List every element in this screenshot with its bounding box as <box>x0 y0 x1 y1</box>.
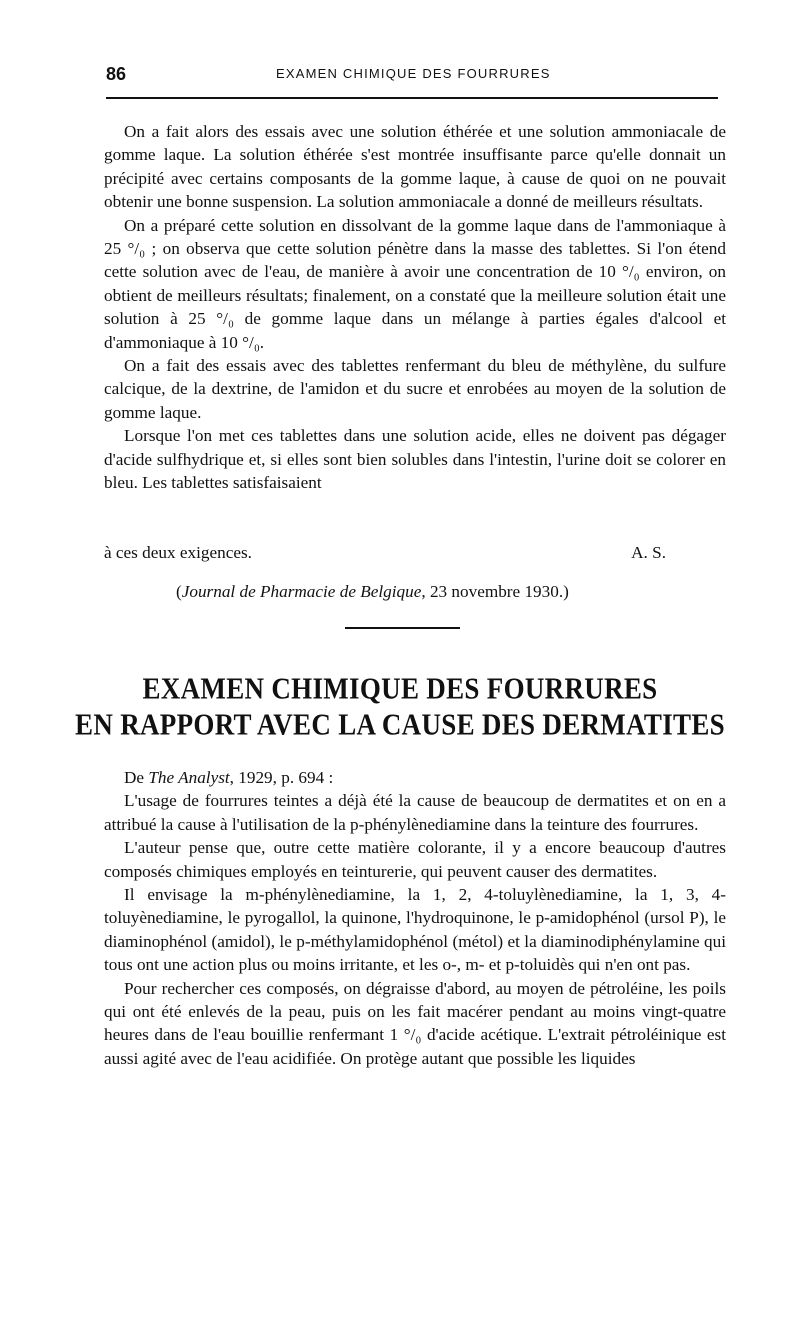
closing-text: à ces deux exigences. <box>104 543 252 562</box>
source-journal: The Analyst <box>148 768 230 787</box>
header-rule <box>106 97 718 99</box>
citation-close-paren: ) <box>563 582 569 601</box>
paragraph: L'auteur pense que, outre cette matière colorante, il y a encore beaucoup d'autres composés chimiques employés en teinturerie, qui peuvent causer des dermatites. <box>104 838 726 881</box>
section-separator <box>345 627 460 629</box>
article-title-line-2: EN RAPPORT AVEC LA CAUSE DES DERMATITES <box>75 707 725 742</box>
citation-journal: Journal de Pharmacie de Belgique <box>181 582 422 601</box>
citation-date: , 23 novembre 1930. <box>421 582 564 601</box>
running-head: EXAMEN CHIMIQUE DES FOURRURES <box>276 66 551 81</box>
second-article-body <box>104 766 726 1070</box>
citation-open-paren: ( <box>176 582 182 601</box>
paragraph: L'usage de fourrures teintes a déjà été la cause de beaucoup de dermatites et on en a attribué la cause à l'utilisation de la p-phénylènediamine dans la teinture des fourrures. <box>104 791 726 834</box>
paragraph: Lorsque l'on met ces tablettes dans une solution acide, elles ne doivent pas dégager d'acide sulfhydrique et, si elles sont bien solubles dans l'intestin, l'urine doit se colorer en bleu. Les tablettes satisfaisaient <box>104 426 726 493</box>
first-article-body <box>104 120 726 495</box>
paragraph: Pour rechercher ces composés, on dégraisse d'abord, au moyen de pétroléine, les poils qui ont été enlevés de la peau, puis on les fait macérer pendant au moins vingt-quatre heures dans de l'eau bouillie renfermant 1 °/₀ d'acide acétique. L'extrait pétroléinique est aussi agité avec de l'eau acidifiée. On protège autant que possible les liquides <box>104 978 726 1068</box>
article-title-line-1: EXAMEN CHIMIQUE DES FOURRURES <box>142 671 658 706</box>
source-citation <box>176 582 569 602</box>
paragraph: On a fait alors des essais avec une solution éthérée et une solution ammoniacale de gomme laque. La solution éthérée s'est montrée insuffisante parce qu'elle donnait un précipité avec certains composants de la gomme laque, à cause de quoi on ne pouvait obtenir une bonne suspension. La solution ammoniacale a donné de meilleurs résultats. <box>104 122 726 212</box>
page-number: 86 <box>106 64 127 84</box>
paragraph: On a fait des essais avec des tablettes renfermant du bleu de méthylène, du sulfure calcique, de la dextrine, de l'amidon et du sucre et enrobées au moyen de la solution de gomme laque. <box>104 356 726 422</box>
source-reference <box>104 766 726 789</box>
source-prefix: De <box>124 768 149 787</box>
source-details: , 1929, p. 694 : <box>229 768 334 787</box>
author-initials: A. S. <box>631 543 666 562</box>
paragraph: Il envisage la m-phénylènediamine, la 1, 2, 4-toluylènediamine, la 1, 3, 4-toluyènediamine, le pyrogallol, la quinone, l'hydroquinone, le p-amidophénol (ursol P), le diaminophénol (amidol), le p-méthylamidophénol (métol) et la diaminodiphénylamine qui tous ont une action plus ou moins irritante, et les o-, m- et p-toluidès qui n'en ont pas. <box>104 885 726 975</box>
page-header <box>106 62 720 88</box>
paragraph: On a préparé cette solution en dissolvant de la gomme laque dans de l'ammoniaque à 25 °/₀ ; on observa que cette solution pénètre dans la masse des tablettes. Si l'on étend cette solution avec de l'eau, de manière à avoir une concentration de 10 °/₀ environ, on obtient de meilleurs résultats; finalement, on a constaté que la meilleure solution était une solution à 25 °/₀ de gomme laque dans un mélange à parties égales d'alcool et d'ammoniaque à 10 °/₀. <box>104 215 726 352</box>
